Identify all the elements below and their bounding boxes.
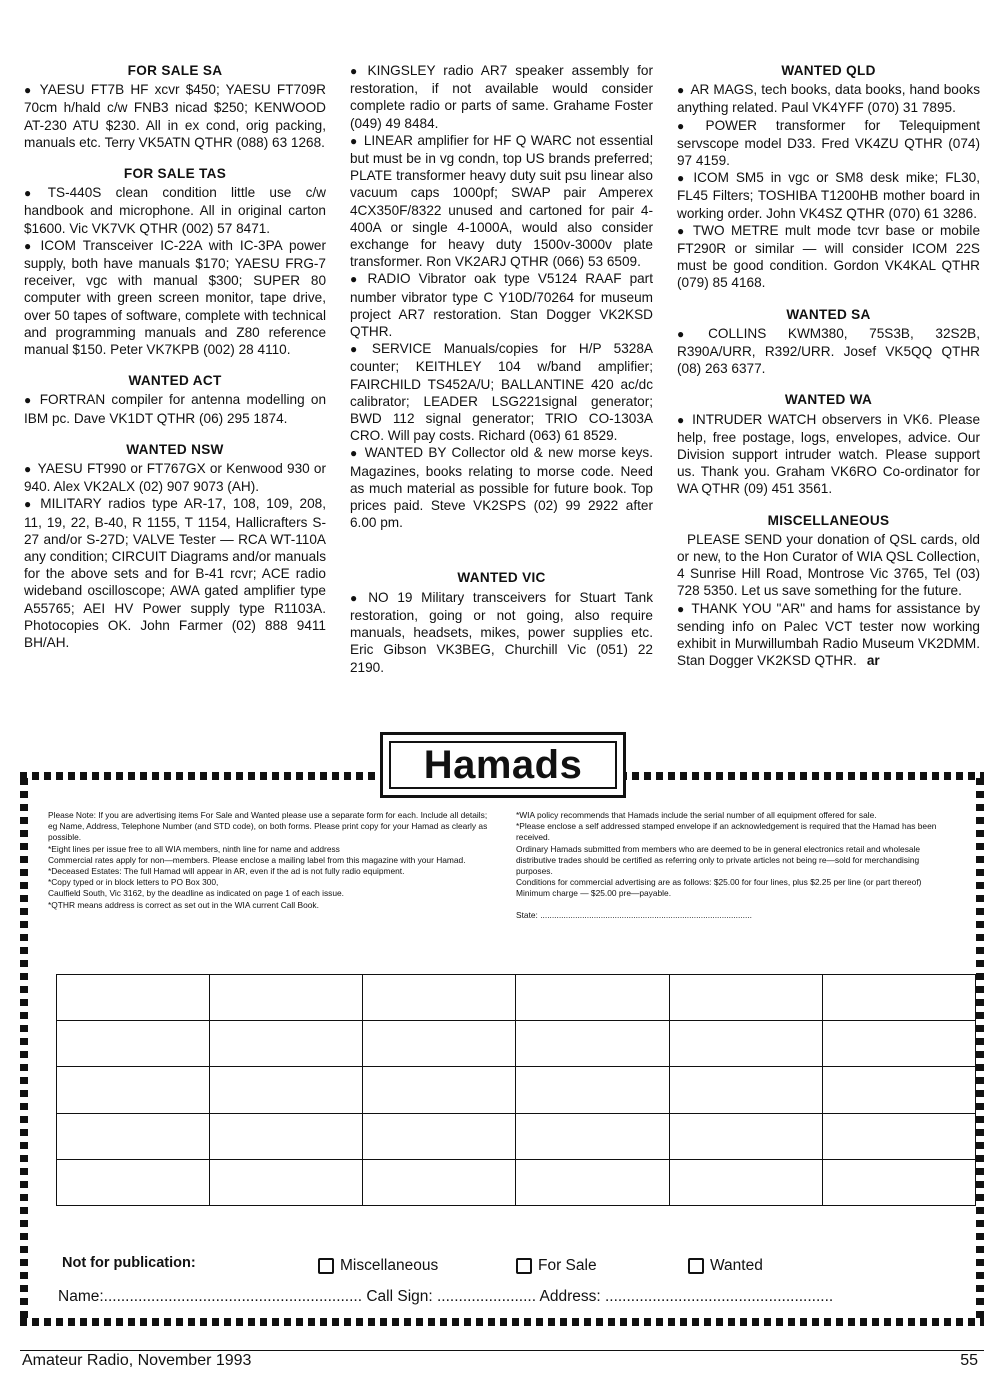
form-instructions-right [516, 810, 956, 921]
entry-cell[interactable] [822, 1067, 975, 1113]
classified-ad: ● YAESU FT990 or FT767GX or Kenwood 930 or 940. Alex VK2ALX (02) 907 9073 (AH). [24, 460, 326, 495]
classified-ad: ● LINEAR amplifier for HF Q WARC not essential but must be in vg condn, top US brands preferred; PLATE transformer heavy duty suit psu linear also vacuum caps 1000pf; SWAP pair Amperex 4CX350F/8322 unused and cartoned for pair 4-400A or single 4-1000A, would also consider exchange for heavy duty 1500v-3000v plate transformer. Ron VK2ARJ QTHR (066) 53 6509. [350, 132, 653, 271]
classified-ad: ● ICOM Transceiver IC-22A with IC-3PA power supply, both have manuals $170; YAESU FRG-7 receiver, vgc with manual $300; SUPER 80 computer with green screen monitor, tape drive, over 50 tapes of software, complete with technical and programming manuals and Z80 reference manual $150. Peter VK7KPB (002) 28 4110. [24, 237, 326, 358]
dotted-border-right [976, 778, 984, 1318]
classified-ad: ● AR MAGS, tech books, data books, hand books anything related. Paul VK4YFF (070) 31 7895. [677, 81, 980, 116]
page-number: 55 [960, 1352, 978, 1369]
section-wanted-act [24, 372, 326, 427]
section-wanted-nsw [24, 441, 326, 651]
entry-cell[interactable] [363, 1067, 516, 1113]
classified-ad: ● RADIO Vibrator oak type V5124 RAAF part number vibrator type C Y10D/70264 for museum project AR7 restoration. Stan Dogger VK2KSD QTHR. [350, 270, 653, 340]
category-row [60, 1257, 980, 1281]
classified-ad: ● NO 19 Military transceivers for Stuart Tank restoration, going or not going, also require manuals, headsets, mikes, power supplies etc. Eric Gibson VK3BEG, Churchill Vic (051) 22 2190. [350, 589, 653, 676]
not-for-publication-label: Not for publication: [62, 1255, 196, 1271]
entry-cell[interactable] [516, 975, 669, 1021]
for-sale-checkbox[interactable] [516, 1257, 597, 1275]
classified-ad: ● COLLINS KWM380, 75S3B, 32S2B, R390A/URR, R392/URR. Josef VK5QQ QTHR (08) 263 6377. [677, 325, 980, 378]
entry-cell[interactable] [363, 1159, 516, 1205]
entry-cell[interactable] [363, 1113, 516, 1159]
instruction-line: *Copy typed or in block letters to PO Box 300, [48, 877, 219, 888]
entry-cell[interactable] [516, 1067, 669, 1113]
section-wanted-sa [677, 306, 980, 378]
hamads-logo [380, 732, 626, 798]
entry-cell[interactable] [822, 1159, 975, 1205]
entry-cell[interactable] [210, 1021, 363, 1067]
footer-rule [20, 1350, 984, 1351]
section-wanted-nsw-continued [350, 62, 653, 531]
classified-ad: ● INTRUDER WATCH observers in VK6. Please help, free postage, logs, envelopes, advice. Our Division support intruder watch. Please support us. Thank you. Graham VK6RO Co-ordinator for WA QTHR (09) 451 3561. [677, 411, 980, 498]
footer-publication: Amateur Radio, November 1993 [22, 1352, 252, 1369]
entry-cell[interactable] [669, 1021, 822, 1067]
entry-cell[interactable] [669, 1067, 822, 1113]
instruction-line: Please Note: If you are advertising items For Sale and Wanted please use a separate form for each. Include all details; eg Name, Address, Telephone Number (and STD code), on both forms. Please print copy for your Hamad as clearly as possible. [48, 810, 488, 843]
section-heading: FOR SALE TAS [123, 166, 227, 182]
section-wanted-qld [677, 62, 980, 292]
entry-cell[interactable] [57, 975, 210, 1021]
classified-ad: ● YAESU FT7B HF xcvr $450; YAESU FT709R 70cm h/hald c/w FNB3 nicad $250; KENWOOD AT-230 ATU $230. All in ex cond, orig packing, manuals etc. Terry VK5ATN QTHR (088) 63 1268. [24, 81, 326, 151]
entry-cell[interactable] [57, 1021, 210, 1067]
instruction-line: *Please enclose a self addressed stamped envelope if an acknowledgement is required that the Hamad has been received. [516, 821, 937, 843]
form-instructions-left [48, 810, 488, 911]
entry-cell[interactable] [822, 1021, 975, 1067]
section-heading: WANTED WA [784, 392, 873, 408]
column-3 [677, 62, 980, 684]
section-heading: WANTED SA [786, 306, 871, 322]
section-for-sale-tas [24, 165, 326, 358]
instruction-line: Ordinary Hamads submitted from members who are deemed to be in general electronics retail and wholesale distributive trades should be certified as referring only to private articles not being re—sold for merchandising purposes. [516, 843, 921, 877]
classified-ad: ● WANTED BY Collector old & new morse keys. Magazines, books relating to morse code. Need as much material as possible for future book. Top prices paid. Steve VK2SPS (02) 99 2922 after 6.00 pm. [350, 444, 653, 531]
section-for-sale-sa [24, 62, 326, 151]
dotted-border-bottom [20, 1318, 984, 1326]
classified-ad: PLEASE SEND your donation of QSL cards, old or new, to the Hon Curator of WIA QSL Collection, 4 Sunrise Hill Road, Montrose Vic 3765, Tel (03) 728 5350. Let us save something for the future. [677, 531, 980, 599]
checkbox-icon[interactable] [318, 1258, 334, 1274]
dotted-border-left [20, 778, 28, 1318]
instruction-line: Conditions for commercial advertising are as follows: $25.00 for four lines, plus $2.25 per line (or part thereof) Minimum charge — $25.00 pre—payable. [516, 877, 922, 899]
checkbox-label: For Sale [538, 1257, 597, 1274]
entry-cell[interactable] [57, 1113, 210, 1159]
entry-cell[interactable] [516, 1113, 669, 1159]
classified-ad: ● ICOM SM5 in vgc or SM8 desk mike; FL30, FL45 Filters; TOSHIBA T1200HB mother board in working order. John VK4SZ QTHR (070) 61 3286. [677, 169, 980, 222]
entry-cell[interactable] [516, 1159, 669, 1205]
instruction-line: *WIA policy recommends that Hamads include the serial number of all equipment offered for sale. [516, 810, 877, 820]
instruction-line: *QTHR means address is correct as set out in the WIA current Call Book. [48, 899, 319, 910]
hamads-logo-text: Hamads [389, 741, 617, 789]
state-field[interactable]: State: ........................................................................................... [516, 909, 752, 920]
entry-cell[interactable] [669, 1159, 822, 1205]
checkbox-label: Wanted [710, 1257, 763, 1274]
classified-ad: ● TS-440S clean condition little use c/w handbook and microphone. All in original carton $1600. Vic VK7VK QTHR (002) 57 8471. [24, 184, 326, 237]
hamad-entry-grid [56, 974, 976, 1206]
section-heading: MISCELLANEOUS [767, 512, 890, 528]
entry-cell[interactable] [669, 1113, 822, 1159]
end-mark: ar [866, 653, 880, 669]
entry-cell[interactable] [516, 1021, 669, 1067]
column-gap [350, 545, 653, 569]
checkbox-icon[interactable] [688, 1258, 704, 1274]
entry-cell[interactable] [210, 1113, 363, 1159]
entry-cell[interactable] [822, 1113, 975, 1159]
section-wanted-vic [350, 569, 653, 675]
section-miscellaneous [677, 512, 980, 670]
entry-cell[interactable] [210, 975, 363, 1021]
entry-cell[interactable] [363, 1021, 516, 1067]
section-heading: WANTED VIC [457, 570, 546, 586]
entry-cell[interactable] [669, 975, 822, 1021]
hamads-form [20, 732, 984, 1330]
checkbox-icon[interactable] [516, 1258, 532, 1274]
classified-ad: ● TWO METRE mult mode tcvr base or mobile FT290R or similar — will consider ICOM 22S must be good condition. Gordon VK4KAL QTHR (079) 85 4168. [677, 222, 980, 292]
column-1 [24, 62, 326, 665]
instruction-line: *Deceased Estates: The full Hamad will appear in AR, even if the ad is not fully radio equipment. [48, 866, 405, 877]
section-heading: WANTED NSW [126, 441, 224, 457]
ad-text: THANK YOU "AR" and hams for assistance by sending info on Palec VCT tester now working exhibit in Murwillumbah Radio Museum VK2DMM. Stan Dogger VK2KSD QTHR. [677, 600, 980, 669]
dotted-border-top-right [620, 772, 984, 780]
instruction-line: Commercial rates apply for non—members. Please enclose a mailing label from this magazine with your Hamad. [48, 854, 466, 865]
entry-cell[interactable] [210, 1159, 363, 1205]
instruction-line: *Eight lines per issue free to all WIA members, ninth line for name and address [48, 843, 340, 854]
section-heading: FOR SALE SA [127, 63, 223, 78]
section-wanted-wa [677, 391, 980, 497]
name-callsign-address-line[interactable]: Name:............................................................ Call Sign: ....................... Address: ..................................................... [58, 1288, 834, 1305]
dotted-border-top-left [20, 772, 380, 780]
section-heading: WANTED QLD [781, 63, 876, 78]
entry-cell[interactable] [57, 1159, 210, 1205]
entry-cell[interactable] [363, 975, 516, 1021]
classified-ad: ● FORTRAN compiler for antenna modelling on IBM pc. Dave VK1DT QTHR (06) 295 1874. [24, 391, 326, 426]
classified-ad: ● SERVICE Manuals/copies for H/P 5328A counter; KEITHLEY 104 w/band amplifier; FAIRCHILD TS452A/U; BALLANTINE 420 ac/dc calibrator; LEADER LSG221signal generator; BWD 112 signal generator; TRIO CO-1303A CRO. Will pay costs. Richard (063) 61 8529. [350, 340, 653, 444]
entry-cell[interactable] [822, 975, 975, 1021]
checkbox-label: Miscellaneous [340, 1257, 439, 1274]
classified-ad: ● MILITARY radios type AR-17, 108, 109, 208, 11, 19, 22, B-40, R 1155, T 1154, Hallicrafters S-27 and/or S-27D; VALVE Tester — RCA WT-110A any condition; CIRCUIT Diagrams and/or manuals for the above sets and for B-41 rcvr; ACE radio wideband oscilloscope; AWA gated amplifier type A55765; AEI HV Power supply type R1103A. Photocopies OK. John Farmer (02) 888 9411 BH/AH. [24, 495, 326, 651]
classified-ad: ● POWER transformer for Telequipment servscope model D33. Fred VK4ZU QTHR (074) 97 4159. [677, 117, 980, 170]
entry-cell[interactable] [57, 1067, 210, 1113]
instruction-line: Caulfield South, Vic 3162, by the deadline as indicated on page 1 of each issue. [48, 888, 344, 899]
wanted-checkbox[interactable] [688, 1257, 763, 1275]
miscellaneous-checkbox[interactable] [318, 1257, 438, 1275]
classified-ad: ● KINGSLEY radio AR7 speaker assembly for restoration, if not available would consider complete radio or parts of same. Grahame Foster (049) 49 8484. [350, 62, 653, 132]
section-heading: WANTED ACT [128, 373, 222, 389]
column-2 [350, 62, 653, 690]
classified-ad [677, 600, 980, 670]
entry-cell[interactable] [210, 1067, 363, 1113]
